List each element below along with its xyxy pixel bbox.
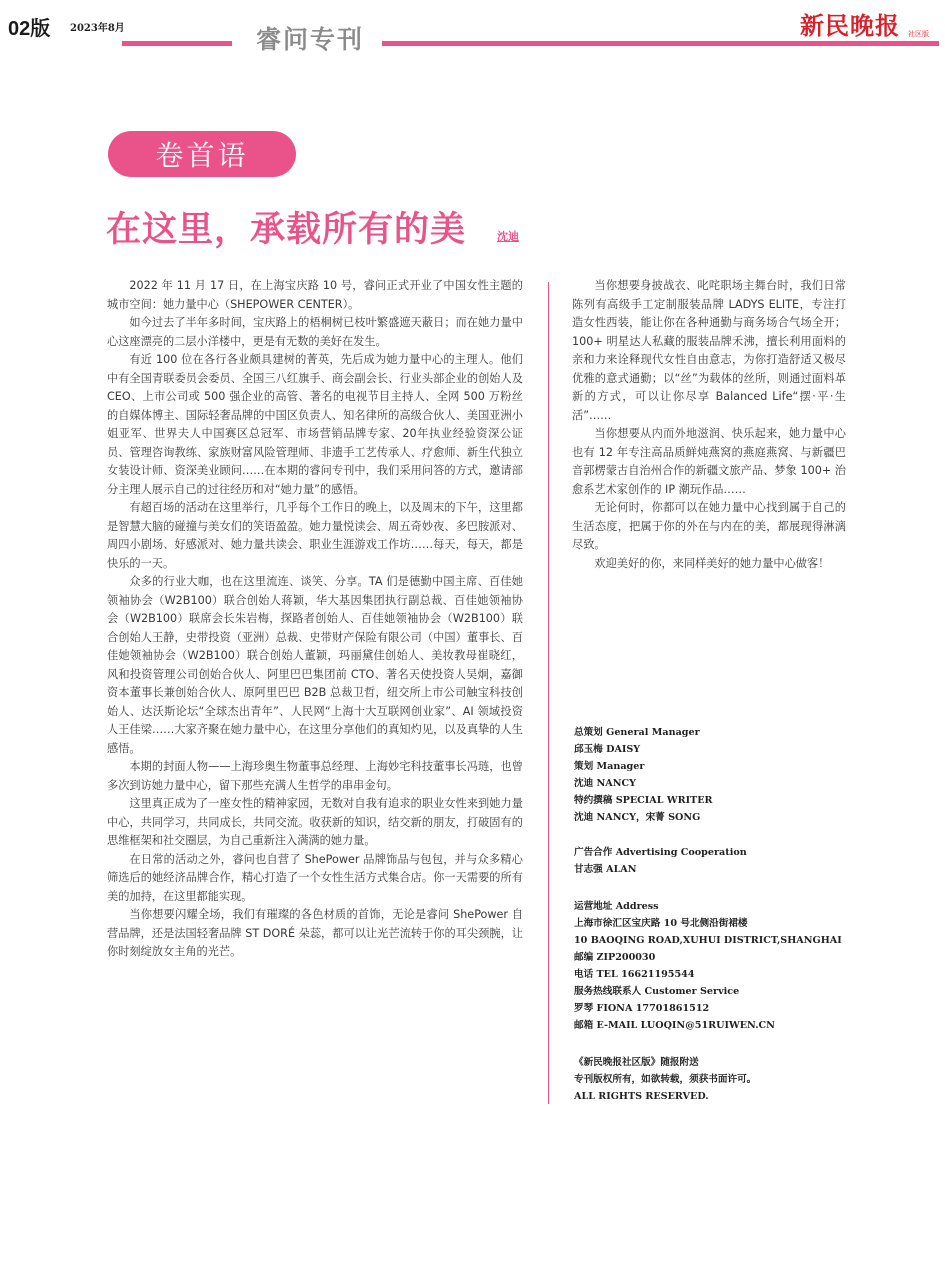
issue-date: 2023年8月	[70, 23, 125, 34]
article-column-right	[572, 277, 846, 573]
credit-line: 邱玉梅 DAISY	[574, 744, 641, 755]
credit-line: 《新民晚报社区版》随报附送	[574, 1057, 699, 1068]
paragraph: 本期的封面人物——上海珍奥生物董事总经理、上海妙宅科技董事长冯琏，也曾多次到访她力量中心，留下那些充满人生哲学的串串金句。	[107, 760, 523, 792]
credit-line: 邮编 ZIP200030	[574, 952, 656, 963]
paragraph: 当你想要从内而外地滋润、快乐起来，她力量中心也有 12 年专注高品质鲜炖燕窝的燕庭燕窝、与新疆巴音郭楞蒙古自治州合作的新疆文旅产品、梦象 100+ 治愈系艺术家创作的 IP 潮玩作品……	[572, 427, 846, 496]
credit-line: 甘志强 ALAN	[574, 864, 637, 875]
credit-line: ALL RIGHTS RESERVED.	[574, 1091, 709, 1102]
paragraph: 有近 100 位在各行各业颇具建树的菁英，先后成为她力量中心的主理人。他们中有全国青联委员会委员、全国三八红旗手、商会副会长、行业头部企业的创始人及 CEO、上市公司或 500 强企业的高管、著名的电视节目主持人、全网 500 万粉丝的自媒体博主、国际轻奢品牌的中国区负责人、知名律所的高级合伙人、美国亚洲小姐亚军、世界夫人中国赛区总冠军、市场营销品牌专家、20年执业经验资深公证员、管理咨询教练、家族财富风险管理师、非遗手工艺传承人、疗愈师、新生代独立女装设计师、资深美业顾问……在本期的睿问专刊中，我们采用问答的方式，邀请部分主理人展示自己的过往经历和对“她力量”的感悟。	[107, 353, 523, 496]
paragraph: 众多的行业大咖，也在这里流连、谈笑、分享。TA 们是德勤中国主席、百佳她领袖协会（W2B100）联合创始人蒋颖，华大基因集团执行副总裁、百佳她领袖协会（W2B100）联席会长朱岩梅，探路者创始人、百佳她领袖协会（W2B100）联合创始人王静，史带投资（亚洲）总裁、史带财产保险有限公司（中国）董事长、百佳她领袖协会（W2B100）联合创始人董颖，玛丽黛佳创始人、美妆教母崔晓红，风和投资管理公司创始合伙人、阿里巴巴集团前 CTO、著名天使投资人吴炯，嘉御资本董事长兼创始合伙人、原阿里巴巴 B2B 总裁卫哲，纽交所上市公司触宝科技创始人、达沃斯论坛“全球杰出青年”、人民网“上海十大互联网创业家”、AI 领域投资人王佳梁……大家齐聚在她力量中心，在这里分享他们的真知灼见，以及真挚的人生感悟。	[107, 575, 523, 755]
column-label-pill	[108, 131, 296, 177]
credit-line: 上海市徐汇区宝庆路 10 号北侧沿街裙楼	[574, 918, 748, 929]
author-byline: 沈迪	[497, 230, 519, 243]
credit-line: 邮箱 E-MAIL LUOQIN@51RUIWEN.CN	[574, 1020, 775, 1031]
advertising-credits	[574, 844, 747, 878]
paragraph: 当你想要闪耀全场，我们有璀璨的各色材质的首饰，无论是睿问 ShePower 自营品牌，还是法国轻奢品牌 ST DORÉ 朵蕊，都可以让光芒流转于你的耳尖颈腕，让你时刻绽放女主角的光芒。	[107, 908, 523, 958]
credit-line: 广告合作 Advertising Cooperation	[574, 847, 747, 858]
credit-line: 服务热线联系人 Customer Service	[574, 986, 740, 997]
credit-line: 沈迪 NANCY，宋菁 SONG	[574, 812, 701, 823]
masthead-logo: 新民晚报	[800, 11, 900, 40]
paragraph: 有超百场的活动在这里举行，几乎每个工作日的晚上，以及周末的下午，这里都是智慧大脑的碰撞与美女们的笑语盈盈。她力量悦读会、周五奇妙夜、多巴胺派对、周四小剧场、好感派对、她力量共读会、职业生涯游戏工作坊……每天，每天，都是快乐的一天。	[107, 501, 523, 570]
paragraph: 2022 年 11 月 17 日，在上海宝庆路 10 号，睿问正式开业了中国女性主题的城市空间：她力量中心（SHEPOWER CENTER）。	[107, 279, 523, 311]
header-rule-left	[122, 41, 232, 46]
article-column-left	[107, 277, 523, 962]
credit-line: 罗琴 FIONA 17701861512	[574, 1003, 710, 1014]
copyright-notice	[574, 1054, 756, 1105]
credit-line: 电话 TEL 16621195544	[574, 969, 695, 980]
paragraph: 欢迎美好的你，来同样美好的她力量中心做客！	[594, 556, 830, 570]
credit-line: 运营地址 Address	[574, 901, 659, 912]
header-rule-right	[382, 41, 939, 46]
credit-line: 总策划 General Manager	[574, 727, 700, 738]
paragraph: 当你想要身披战衣、叱咤职场主舞台时，我们日常陈列有高级手工定制服装品牌 LADYS ELITE，专注打造女性西装，能让你在各种通勤与商务场合气场全开；100+ 明星达人私藏的服装品牌禾沸，擅长利用面料的亲和力来诠释现代女性自由意志，为你打造舒适又极尽优雅的意式通勤；以“丝”为载体的丝所，则通过面料革新的方式，可以让你尽享 Balanced Life“摆·平·生活”……	[572, 279, 846, 422]
column-label: 卷首语	[155, 139, 249, 172]
paragraph: 无论何时，你都可以在她力量中心找到属于自己的生活态度，把属于你的外在与内在的美，都展现得淋漓尽致。	[572, 501, 846, 551]
column-divider	[548, 282, 549, 1104]
credit-line: 策划 Manager	[574, 761, 645, 772]
masthead-subtitle: 社区版	[908, 30, 929, 38]
section-title: 睿问专刊	[256, 25, 365, 54]
page-number: 02版	[8, 18, 51, 40]
article-headline: 在这里，承载所有的美	[106, 210, 467, 250]
address-block	[574, 898, 842, 1034]
credit-line: 10 BAOQING ROAD,XUHUI DISTRICT,SHANGHAI	[574, 935, 842, 946]
staff-credits	[574, 724, 712, 826]
paragraph: 这里真正成为了一座女性的精神家园，无数对自我有追求的职业女性来到她力量中心，共同学习，共同成长，共同交流。收获新的知识，结交新的朋友，打破固有的思维框架和社交圈层，为自己重新注入满满的她力量。	[107, 797, 523, 847]
paragraph: 在日常的活动之外，睿问也自营了 ShePower 品牌饰品与包包，并与众多精心筛选后的她经济品牌合作，精心打造了一个女性生活方式集合店。你一天需要的所有美的加持，在这里都能实现。	[107, 852, 523, 903]
credit-line: 特约撰稿 SPECIAL WRITER	[574, 795, 713, 806]
paragraph: 如今过去了半年多时间，宝庆路上的梧桐树已枝叶繁盛遮天蔽日；而在她力量中心这座漂亮的二层小洋楼中，更是有无数的美好在发生。	[107, 316, 523, 348]
credit-line: 沈迪 NANCY	[574, 778, 636, 789]
credit-line: 专刊版权所有，如欲转载，须获书面许可。	[574, 1074, 757, 1085]
